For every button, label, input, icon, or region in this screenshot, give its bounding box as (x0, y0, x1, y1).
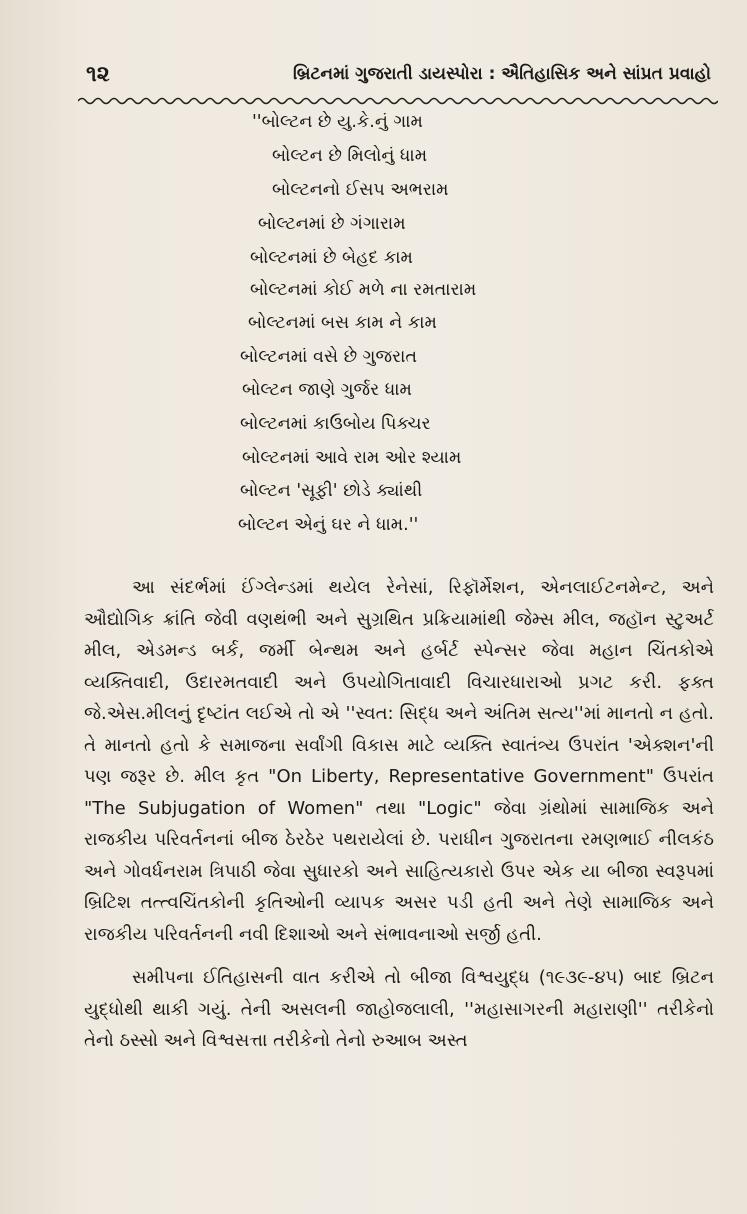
poem-line: ''બોલ્ટન છે યુ.કે.નું ગામ (252, 112, 423, 132)
poem-line: બોલ્ટનમાં છે ગંગારામ (258, 214, 406, 234)
poem-line: બોલ્ટન છે મિલોનું ધામ (272, 146, 428, 166)
paragraph: સમીપના ઈતિહાસની વાત કરીએ તો બીજા વિશ્વયુદ્ધ (૧૯૩૯-૪૫) બાદ બ્રિટન યુદ્ધોથી થાકી ગયું. તેની અસલની જાહોજલાલી, ''મહાસાગરની મહારાણી'' તરીકેનો તેનો ઠસ્સો અને વિશ્વસત્તા તરીકેનો તેનો રુઆબ અસ્ત (84, 967, 714, 1051)
page-header (86, 58, 711, 92)
wavy-divider (78, 96, 718, 106)
poem-line: બોલ્ટનમાં આવે રામ ઓર શ્યામ (242, 448, 462, 468)
poem-line: બોલ્ટનમાં કાઉબોય પિક્ચર (240, 414, 431, 434)
poem-line: બોલ્ટન 'સૂફી' છોડે ક્યાંથી (240, 481, 423, 501)
poem-line: બોલ્ટનમાં કોઈ મળે ના રમતારામ (250, 280, 477, 300)
running-title: બ્રિટનમાં ગુજરાતી ડાયસ્પોરા : ઐતિહાસિક અને સાંપ્રત પ્રવાહો (293, 64, 711, 84)
paragraph: આ સંદર્ભમાં ઈંગ્લેન્ડમાં થયેલ રેનેસાં, રિફૉર્મેશન, એનલાઈટનમેન્ટ, અને ઔદ્યોગિક ક્રાંતિ જેવી વણથંભી અને સુગ્રથિત પ્રક્રિયામાંથી જેમ્સ મીલ, જહૉન સ્ટુઅર્ટ મીલ, એડમન્ડ બર્ક, જર્મી બેન્થમ અને હર્બર્ટ સ્પેન્સર જેવા મહાન ચિંતકોએ વ્યક્તિવાદી, ઉદારમતવાદી અને ઉપયોગિતાવાદી વિચારધારાઓ પ્રગટ કરી. ફક્ત જે.એસ.મીલનું દૃષ્ટાંત લઈએ તો એ ''સ્વત: સિદ્ધ અને અંતિમ સત્ય''માં માનતો ન હતો. તે માનતો હતો કે સમાજના સર્વાંગી વિકાસ માટે વ્યક્તિ સ્વાતંત્ર્ય ઉપરાંત 'એક્શન'ની પણ જરૂર છે. મીલ કૃત "On Liberty, Representative Government" ઉપરાંત "The Subjugation of Women" તથા "Logic" જેવા ગ્રંથોમાં સામાજિક અને રાજકીય પરિવર્તનનાં બીજ ઠેરઠેર પથરાયેલાં છે. પરાધીન ગુજરાતના રમણભાઈ નીલકંઠ અને ગોવર્ધનરામ ત્રિપાઠી જેવા સુધારકો અને સાહિત્યકારો ઉપર એક યા બીજા સ્વરૂપમાં બ્રિટિશ તત્ત્વચિંતકોની કૃતિઓની વ્યાપક અસર પડી હતી અને તેણે સામાજિક અને રાજકીય પરિવર્તનની નવી દિશાઓ અને સંભાવનાઓ સર્જી હતી. (84, 577, 714, 945)
poem-line: બોલ્ટન એનું ઘર ને ધામ.'' (238, 515, 419, 535)
body-text (84, 572, 714, 1057)
poem-line: બોલ્ટનનો ઈસપ અભરામ (272, 180, 449, 200)
poem-line: બોલ્ટનમાં બસ કામ ને કામ (248, 313, 437, 333)
poem-line: બોલ્ટનમાં છે બેહદ કામ (250, 248, 413, 268)
poem-line: બોલ્ટનમાં વસે છે ગુજરાત (240, 347, 417, 367)
poem-line: બોલ્ટન જાણે ગુર્જર ધામ (242, 380, 412, 400)
page-number: ૧૨ (86, 62, 110, 87)
